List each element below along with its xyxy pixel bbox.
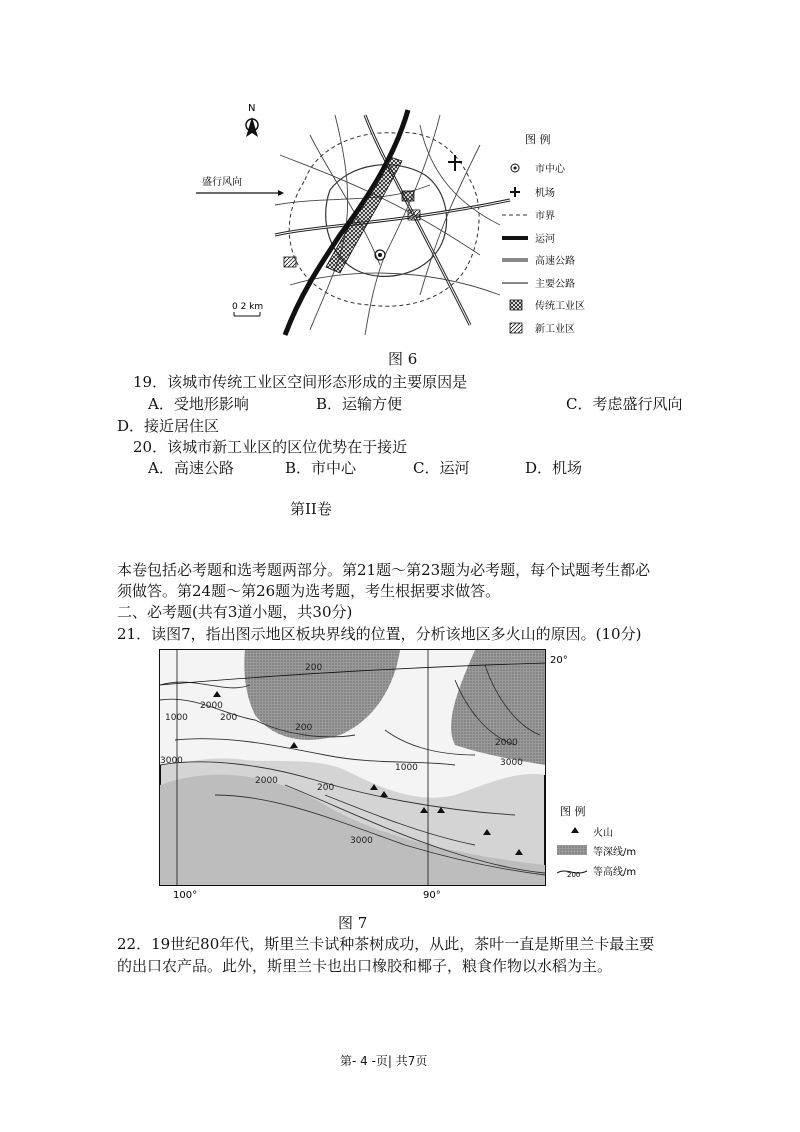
q20-option-a: A．高速公路 xyxy=(148,459,234,477)
svg-text:主要公路: 主要公路 xyxy=(535,279,575,290)
q20-stem: 20．该城市新工业区的区位优势在于接近 xyxy=(133,438,408,456)
svg-text:200: 200 xyxy=(317,783,335,793)
svg-text:3000: 3000 xyxy=(350,836,373,846)
volcano-legend-icon xyxy=(571,827,579,833)
figure-7-legend xyxy=(557,804,636,879)
scale-label: 0 2 km xyxy=(232,302,264,312)
section-part-heading: 二、必考题(共有3道小题，共30分) xyxy=(117,603,353,621)
city-center-icon xyxy=(375,250,385,260)
north-arrow-icon xyxy=(246,103,258,137)
svg-text:新工业区: 新工业区 xyxy=(535,324,575,335)
figure-6-map xyxy=(180,95,630,345)
svg-text:200: 200 xyxy=(305,663,323,673)
section-intro-line2: 须做答。第24题～第26题为选考题，考生根据要求做答。 xyxy=(117,582,501,600)
svg-text:火山: 火山 xyxy=(593,828,613,839)
svg-text:市中心: 市中心 xyxy=(535,164,565,175)
q19-option-b: B．运输方便 xyxy=(316,395,403,413)
svg-text:200: 200 xyxy=(567,871,581,879)
new-industrial-zone xyxy=(408,210,420,220)
svg-text:等深线/m: 等深线/m xyxy=(593,847,637,858)
wind-direction-arrow xyxy=(196,175,284,196)
q19-option-d: D．接近居住区 xyxy=(117,417,220,435)
airport-icon xyxy=(448,155,462,171)
scale-bar xyxy=(232,302,263,316)
svg-text:1000: 1000 xyxy=(395,763,418,773)
svg-text:机场: 机场 xyxy=(535,188,555,199)
svg-text:3000: 3000 xyxy=(160,756,183,766)
svg-text:3000: 3000 xyxy=(500,758,523,768)
q22-line2: 的出口农产品。此外，斯里兰卡也出口橡胶和椰子，粮食作物以水稻为主。 xyxy=(117,957,613,975)
svg-text:图 例: 图 例 xyxy=(560,805,586,818)
q19-stem: 19．该城市传统工业区空间形态形成的主要原因是 xyxy=(133,373,468,391)
page-footer: 第- 4 -页| 共7页 xyxy=(340,1054,428,1068)
north-label: N xyxy=(248,103,256,114)
svg-text:2000: 2000 xyxy=(200,701,223,711)
q19-option-c: C．考虑盛行风向 xyxy=(566,395,683,413)
q21-stem: 21．读图7，指出图示地区板块界线的位置，分析该地区多火山的原因。(10分) xyxy=(117,625,642,643)
q20-option-d: D．机场 xyxy=(525,459,583,477)
q20-option-c: C．运河 xyxy=(413,459,470,477)
section-title: 第II卷 xyxy=(290,500,332,518)
svg-text:200: 200 xyxy=(220,713,238,723)
svg-text:2000: 2000 xyxy=(255,776,278,786)
figure-6-legend xyxy=(502,132,585,335)
svg-text:200: 200 xyxy=(295,723,313,733)
legend-title: 图 例 xyxy=(525,133,551,146)
svg-text:等高线/m: 等高线/m xyxy=(593,867,637,878)
svg-text:传统工业区: 传统工业区 xyxy=(535,301,585,312)
wind-label: 盛行风向 xyxy=(202,177,242,188)
figure-7-map xyxy=(155,645,675,900)
svg-text:市界: 市界 xyxy=(535,211,555,222)
svg-text:1000: 1000 xyxy=(165,713,188,723)
svg-text:运河: 运河 xyxy=(535,234,555,245)
q19-option-a: A．受地形影响 xyxy=(148,395,249,413)
svg-text:高速公路: 高速公路 xyxy=(535,256,575,267)
figure-6-caption: 图 6 xyxy=(388,350,418,368)
figure-7-caption: 图 7 xyxy=(338,914,368,932)
longitude-label-100: 100° xyxy=(173,890,198,900)
svg-text:2000: 2000 xyxy=(495,738,518,748)
traditional-industrial-zone xyxy=(326,157,402,273)
latitude-label: 20° xyxy=(550,655,568,666)
q20-option-b: B．市中心 xyxy=(285,459,357,477)
bathymetric-legend-swatch xyxy=(557,845,587,855)
q22-line1: 22．19世纪80年代，斯里兰卡试种茶树成功，从此，茶叶一直是斯里兰卡最主要 xyxy=(117,935,655,953)
longitude-label-90: 90° xyxy=(423,890,441,900)
section-intro-line1: 本卷包括必考题和选考题两部分。第21题～第23题为必考题，每个试题考生都必 xyxy=(117,561,651,579)
